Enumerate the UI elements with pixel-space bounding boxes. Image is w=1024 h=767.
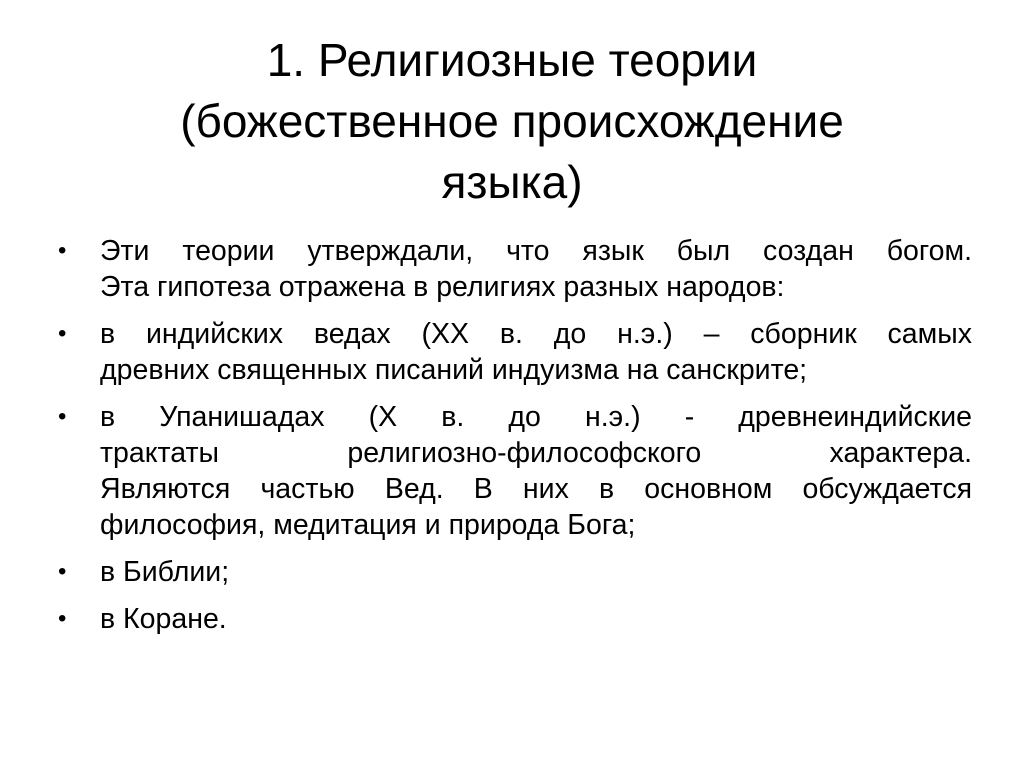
bullet-text	[100, 233, 972, 305]
bullet-item-3	[0, 399, 1024, 543]
bullet-item-1	[0, 233, 1024, 305]
bullet-text	[100, 399, 972, 543]
bullet-text	[100, 554, 972, 590]
bullet-text	[100, 316, 972, 388]
bullet-marker: •	[58, 403, 67, 430]
bullet-text	[100, 601, 972, 637]
title-line-1: 1. Религиозные теории	[266, 34, 758, 86]
bullet-marker: •	[58, 558, 67, 585]
bullet-list	[0, 233, 1024, 648]
bullet-line: в Коране.	[100, 603, 227, 635]
bullet-line: в Упанишадах (X в. до н.э.) - древнеиндийские	[100, 401, 972, 433]
bullet-item-2	[0, 316, 1024, 388]
bullet-line: Являются частью Вед. В них в основном обсуждается	[100, 473, 972, 505]
bullet-line: Эти теории утверждали, что язык был создан богом.	[100, 235, 972, 267]
bullet-marker: •	[58, 320, 67, 347]
bullet-marker: •	[58, 237, 67, 264]
bullet-line: философия, медитация и природа Бога;	[100, 509, 636, 541]
bullet-line: древних священных писаний индуизма на санскрите;	[100, 354, 808, 386]
bullet-marker: •	[58, 605, 67, 632]
bullet-line: трактаты религиозно-философского характера.	[100, 437, 972, 469]
bullet-line: Эта гипотеза отражена в религиях разных народов:	[100, 271, 785, 303]
bullet-item-4	[0, 554, 1024, 590]
bullet-line: в индийских ведах (XX в. до н.э.) – сборник самых	[100, 318, 972, 350]
title-line-2: (божественное происхождение	[180, 95, 844, 147]
bullet-item-5	[0, 601, 1024, 637]
slide-title	[60, 30, 964, 213]
title-line-3: языка)	[441, 156, 583, 208]
bullet-line: в Библии;	[100, 556, 230, 588]
